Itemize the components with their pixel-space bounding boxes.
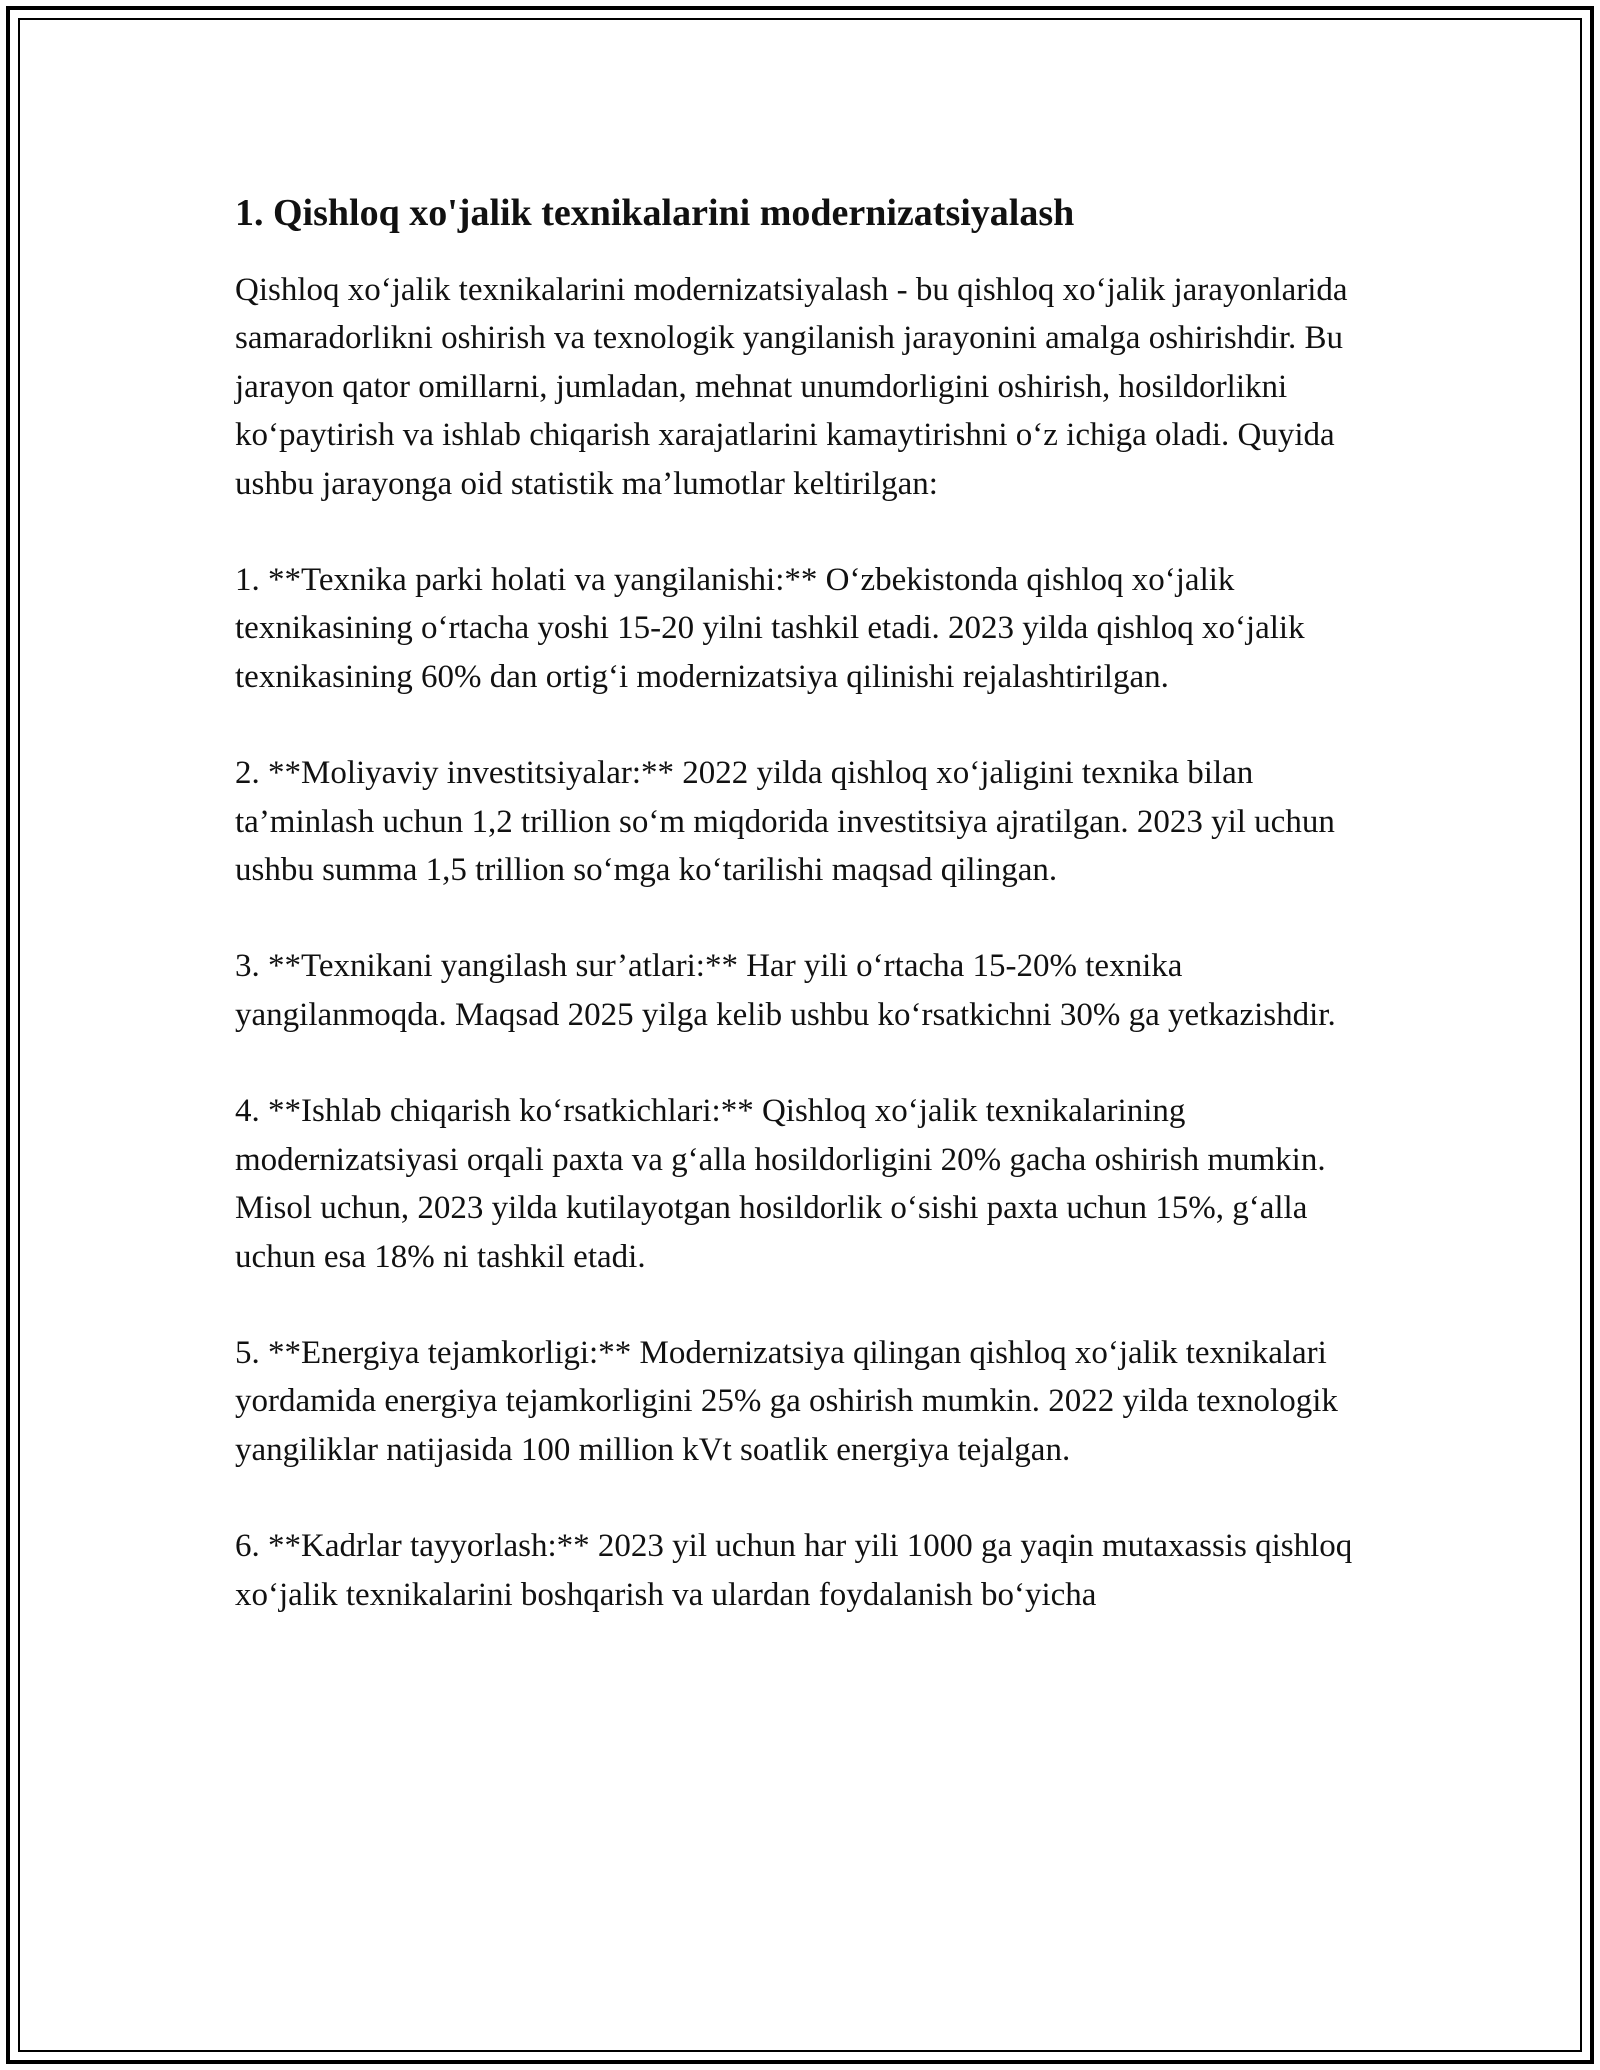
section-heading: 1. Qishloq xo'jalik texnikalarini modernizatsiyalash	[235, 192, 1075, 234]
document-body	[235, 188, 1380, 1667]
list-item-3: 3. **Texnikani yangilash sur’atlari:** Har yili o‘rtacha 15-20% texnika yangilanmoqda. Maqsad 2025 yilga kelib ushbu ko‘rsatkichni 30% ga yetkazishdir.	[235, 948, 1336, 1033]
intro-paragraph: Qishloq xo‘jalik texnikalarini modernizatsiyalash - bu qishloq xo‘jalik jarayonlarida samaradorlikni oshirish va texnologik yangilanish jarayonini amalga oshirishdir. Bu jarayon qator omillarni, jumladan, mehnat unumdorligini oshirish, hosildorlikni ko‘paytirish va ishlab chiqarish xarajatlarini kamaytirishni o‘z ichiga oladi. Quyida ushbu jarayonga oid statistik ma’lumotlar keltirilgan:	[235, 272, 1348, 502]
list-item-4: 4. **Ishlab chiqarish ko‘rsatkichlari:** Qishloq xo‘jalik texnikalarining modernizatsiyasi orqali paxta va g‘alla hosildorligini 20% gacha oshirish mumkin. Misol uchun, 2023 yilda kutilayotgan hosildorlik o‘sishi paxta uchun 15%, g‘alla uchun esa 18% ni tashkil etadi.	[235, 1093, 1326, 1275]
list-item-2: 2. **Moliyaviy investitsiyalar:** 2022 yilda qishloq xo‘jaligini texnika bilan ta’minlash uchun 1,2 trillion so‘m miqdorida investitsiya ajratilgan. 2023 yil uchun ushbu summa 1,5 trillion so‘mga ko‘tarilishi maqsad qilingan.	[235, 755, 1335, 889]
list-item-6: 6. **Kadrlar tayyorlash:** 2023 yil uchun har yili 1000 ga yaqin mutaxassis qishloq xo‘jalik texnikalarini boshqarish va ulardan foydalanish bo‘yicha	[235, 1528, 1353, 1613]
list-item-5: 5. **Energiya tejamkorligi:** Modernizatsiya qilingan qishloq xo‘jalik texnikalari yordamida energiya tejamkorligini 25% ga oshirish mumkin. 2022 yilda texnologik yangiliklar natijasida 100 million kVt soatlik energiya tejalgan.	[235, 1334, 1338, 1468]
list-item-1: 1. **Texnika parki holati va yangilanishi:** O‘zbekistonda qishloq xo‘jalik texnikasining o‘rtacha yoshi 15-20 yilni tashkil etadi. 2023 yilda qishloq xo‘jalik texnikasining 60% dan ortig‘i modernizatsiya qilinishi rejalashtirilgan.	[235, 562, 1305, 695]
